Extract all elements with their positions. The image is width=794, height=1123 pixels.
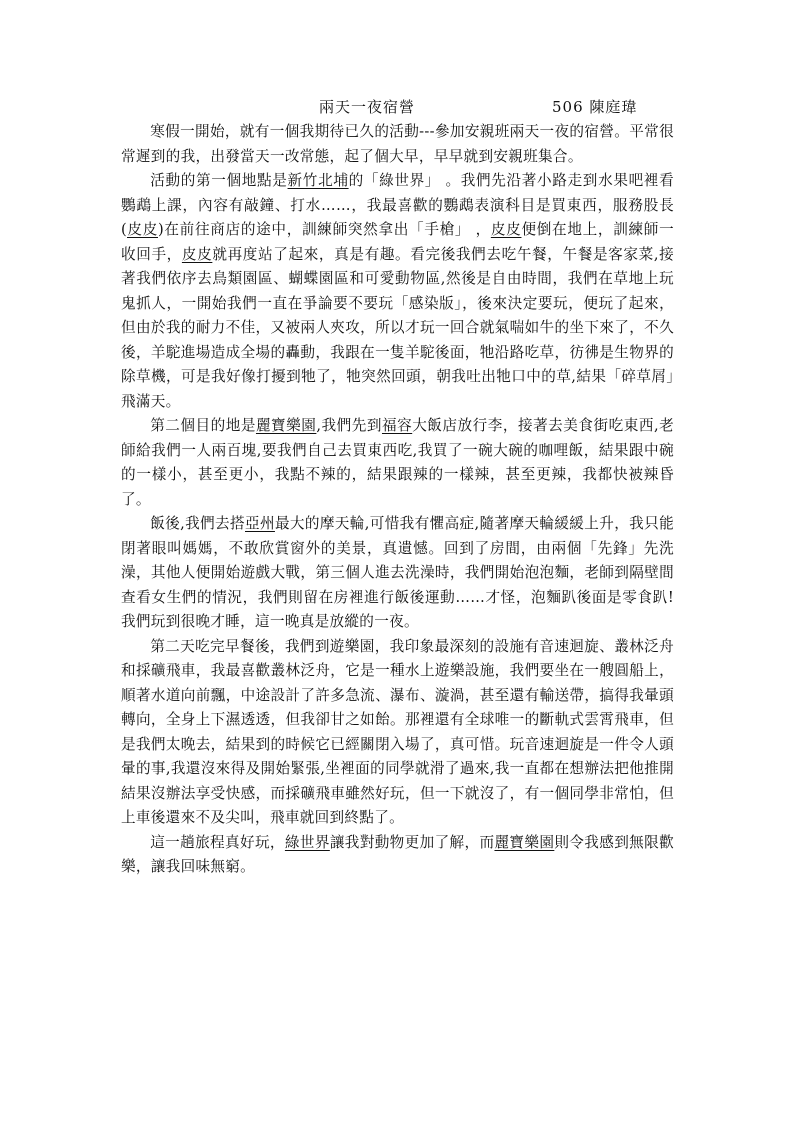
paragraph-3: [121, 414, 674, 512]
title-line: [121, 94, 674, 120]
paragraph-2-text-4: 便倒在地上，訓練師一收回手，: [121, 221, 674, 263]
author-name: 506 陳庭瑋: [552, 98, 638, 116]
paragraph-4-text-1: 飯後,我們去搭: [150, 515, 245, 532]
parrot-name-3: 皮皮: [181, 245, 213, 263]
paragraph-3-text-2: ,我們先到: [316, 417, 382, 434]
paragraph-3-text-1: 第二個目的地是: [150, 417, 256, 434]
paragraph-2-text-3: )在前往商店的途中，訓練師突然拿出「手槍」 ，: [157, 221, 491, 238]
paragraph-6-text-3: 則令我感到無限歡樂，讓我回味無窮。: [121, 833, 675, 875]
place-name-lihpao: 麗寶樂園: [255, 417, 317, 434]
paragraph-5-text: 第二天吃完早餐後，我們到遊樂園，我印象最深刻的設施有音速迴旋、叢林泛舟和採礦飛車，我最喜歡叢林泛舟，它是一種水上遊樂設施，我們要坐在一艘圓船上，順著水道向前飄，中途設計了許多急流、瀑布、漩渦，甚至還有輸送帶，搞得我暈頭轉向，全身上下濕透透，但我卻甘之如飴。那裡還有全球唯一的斷軌式雲霄飛車，但是我們太晚去，結果到的時候它已經關閉入場了，真可惜。玩音速迴旋是一件令人頭暈的事,我還沒來得及開始緊張,坐裡面的同學就滑了過來,我一直都在想辦法把他推開結果沒辦法享受快感，而採礦飛車雖然好玩，但一下就沒了，有一個同學非常怕，但上車後還來不及尖叫，飛車就回到終點了。: [121, 637, 674, 826]
paragraph-6-text-2: 讓我對動物更加了解，而: [329, 833, 495, 851]
paragraph-6: [121, 831, 674, 880]
paragraph-2: [121, 169, 674, 414]
parrot-name-1: 皮皮: [127, 221, 158, 238]
document-page: [121, 94, 674, 880]
paragraph-3-text-3: 大飯店放行李，接著去美食街吃東西,老師給我們一人兩百塊,要我們自己去買東西吃,我買了一碗大碗的咖哩飯，結果跟中碗的一樣小，甚至更小，我點不辣的，結果跟辣的一樣辣，甚至更辣，我都快被辣昏了。: [121, 417, 674, 508]
place-name-asia: 亞州: [245, 515, 275, 532]
place-name-fullon: 福容: [381, 417, 413, 434]
paragraph-2-text-5: 就再度站了起來，真是有趣。看完後我們去吃午餐，午餐是客家菜,接著我們依序去鳥類園區、蝴蝶園區和可愛動物區,然後是自由時間，我們在草地上玩鬼抓人，一開始我們一直在爭論要不要玩「感染版」，後來決定要玩，便玩了起來，但由於我的耐力不佳，又被兩人夾攻，所以才玩一回合就氣喘如牛的坐下來了，不久後，羊駝進場造成全場的轟動，我跟在一隻羊駝後面，牠沿路吃草，彷彿是生物界的除草機，可是我好像打擾到牠了，牠突然回頭，朝我吐出牠口中的草,結果「碎草屑」飛滿天。: [121, 245, 674, 410]
paragraph-6-text-1: 這一趟旅程真好玩，: [150, 833, 285, 851]
paragraph-5: [121, 635, 674, 831]
place-name-lihpao-2: 麗寶樂園: [494, 833, 555, 851]
document-title: 兩天一夜宿營: [319, 98, 416, 116]
paragraph-2-text-1: 活動的第一個地點是: [150, 172, 288, 189]
paragraph-2-text-2: 的「綠世界」 。我們先沿著小路走到水果吧裡看鸚鵡上課，內容有敲鐘、打水……，我最喜歡的鸚鵡表演科目是買東西，服務股長(: [121, 172, 675, 238]
parrot-name-2: 皮皮: [490, 221, 522, 238]
place-name-hsinchu-beipu: 新竹北埔: [287, 172, 349, 189]
paragraph-1: [121, 120, 674, 169]
paragraph-4-text-2: 最大的摩天輪,可惜我有懼高症,隨著摩天輪緩緩上升，我只能閉著眼叫媽媽，不敢欣賞窗外的美景，真遺憾。回到了房間，由兩個「先鋒」先洗澡，其他人便開始遊戲大戰，第三個人進去洗澡時，我們開始泡泡麵，老師到隔壁間查看女生們的情況，我們則留在房裡進行飯後運動……才怪，泡麵趴後面是零食趴!我們玩到很晚才睡，這一晚真是放縱的一夜。: [121, 515, 674, 630]
paragraph-1-text: 寒假一開始，就有一個我期待已久的活動---參加安親班兩天一夜的宿營。平常很常遲到的我，出發當天一改常態，起了個大早，早早就到安親班集合。: [121, 123, 674, 165]
place-name-green-world: 綠世界: [284, 833, 330, 851]
paragraph-4: [121, 512, 674, 635]
